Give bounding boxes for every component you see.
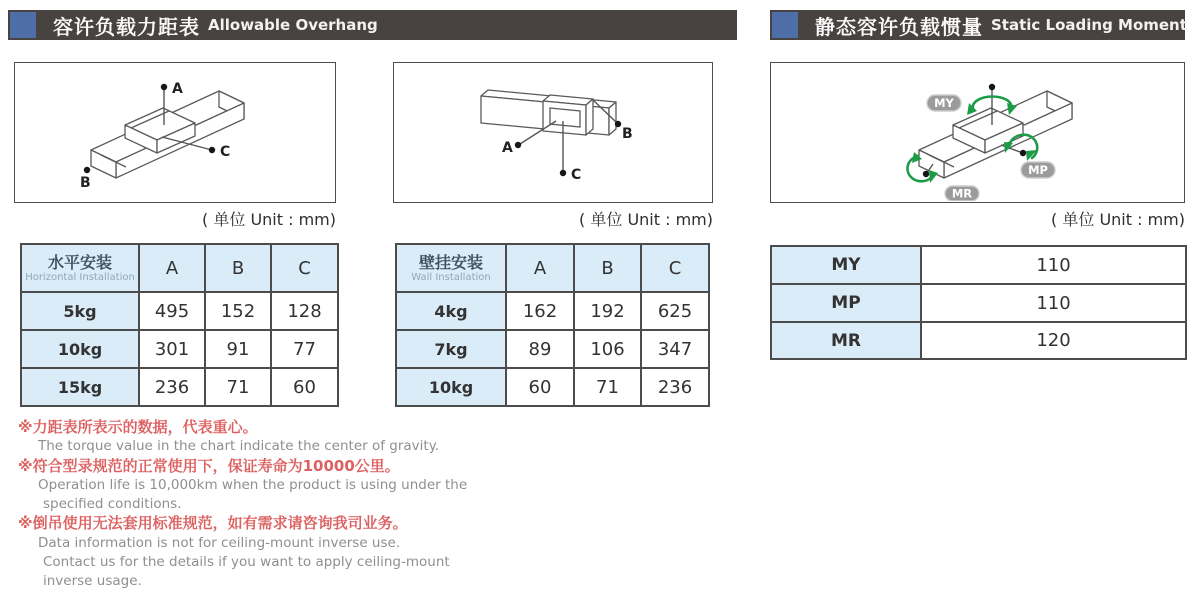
column-header-b: B: [205, 244, 271, 292]
value-cell: 625: [641, 292, 709, 330]
note-en: Contact us for the details if you want to apply ceiling-mount: [43, 554, 450, 571]
value-cell: 236: [641, 368, 709, 406]
note-en: Data information is not for ceiling-mount inverse use.: [38, 534, 401, 551]
table-row: [21, 330, 338, 368]
load-cell: 15kg: [21, 368, 139, 406]
value-cell: 301: [139, 330, 205, 368]
mr-badge-label: MR: [951, 186, 973, 201]
horizontal-installation-drawing: [15, 63, 334, 201]
my-axis-marker: [989, 84, 995, 90]
header-accent-square-icon: [10, 12, 36, 38]
moment-label-cell: MP: [771, 284, 921, 322]
diagram-static-loading-moment: [770, 62, 1185, 203]
note-en: Operation life is 10,000km when the product is using under the: [38, 476, 468, 493]
header-accent-square-icon: [772, 12, 798, 38]
point-b-label: B: [622, 126, 633, 142]
point-a-marker: [161, 84, 167, 90]
note-cn: ※力距表所表示的数据，代表重心。: [18, 418, 258, 436]
column-header-c: C: [271, 244, 338, 292]
section-title-cn: 容许负载力距表: [53, 14, 200, 39]
unit-label: ( 单位 Unit : mm): [579, 210, 713, 229]
wall-installation-table: [395, 243, 710, 407]
value-cell: 110: [921, 284, 1186, 322]
diagram-horizontal-installation: [14, 62, 336, 203]
table-row: [396, 330, 709, 368]
point-c-marker: [560, 170, 566, 176]
table-row: [396, 368, 709, 406]
value-cell: 110: [921, 246, 1186, 284]
note-en: The torque value in the chart indicate the center of gravity.: [38, 438, 440, 455]
value-cell: 77: [271, 330, 338, 368]
load-cell: 4kg: [396, 292, 506, 330]
my-badge-label: MY: [934, 96, 954, 110]
value-cell: 192: [574, 292, 641, 330]
value-cell: 60: [271, 368, 338, 406]
horizontal-installation-table: [20, 243, 339, 407]
value-cell: 60: [506, 368, 574, 406]
value-cell: 91: [205, 330, 271, 368]
value-cell: 495: [139, 292, 205, 330]
load-cell: 7kg: [396, 330, 506, 368]
section-title-en: Static Loading Moment: [991, 16, 1187, 34]
moment-label-cell: MY: [771, 246, 921, 284]
point-b-label: B: [80, 175, 91, 191]
table-header-cell: [396, 244, 506, 292]
mp-axis-marker: [1020, 150, 1026, 156]
point-a-label: A: [502, 140, 513, 156]
point-a-marker: [515, 142, 521, 148]
table-header-row: [396, 244, 709, 292]
table-row: [771, 284, 1186, 322]
table-row: [396, 292, 709, 330]
static-moment-drawing: [771, 63, 1183, 201]
value-cell: 128: [271, 292, 338, 330]
point-a-label: A: [172, 81, 183, 97]
value-cell: 162: [506, 292, 574, 330]
load-cell: 5kg: [21, 292, 139, 330]
mp-badge-label: MP: [1028, 163, 1048, 177]
diagram-wall-installation: [393, 62, 713, 203]
table-header-row: [21, 244, 338, 292]
value-cell: 71: [205, 368, 271, 406]
section-header-static-loading-moment: [770, 10, 1185, 40]
value-cell: 71: [574, 368, 641, 406]
point-c-label: C: [220, 144, 231, 160]
point-b-marker: [615, 121, 621, 127]
column-header-b: B: [574, 244, 641, 292]
footnotes: [18, 418, 488, 592]
value-cell: 89: [506, 330, 574, 368]
header-cn: 壁挂安装: [418, 252, 483, 272]
point-c-label: C: [571, 167, 582, 183]
header-en: Wall Installation: [411, 271, 491, 283]
note-en: inverse usage.: [43, 573, 142, 590]
section-header-allowable-overhang: [8, 10, 737, 40]
section-title-cn: 静态容许负载惯量: [815, 14, 983, 39]
load-cell: 10kg: [21, 330, 139, 368]
column-header-a: A: [506, 244, 574, 292]
point-c-marker: [209, 147, 215, 153]
column-header-c: C: [641, 244, 709, 292]
table-row: [771, 322, 1186, 359]
unit-label: ( 单位 Unit : mm): [1051, 210, 1185, 229]
value-cell: 152: [205, 292, 271, 330]
table-row: [21, 368, 338, 406]
load-cell: 10kg: [396, 368, 506, 406]
value-cell: 347: [641, 330, 709, 368]
note-cn: ※符合型录规范的正常使用下，保证寿命为10000公里。: [18, 456, 400, 475]
mr-axis-marker: [923, 171, 929, 177]
value-cell: 106: [574, 330, 641, 368]
point-b-marker: [84, 167, 90, 173]
unit-label: ( 单位 Unit : mm): [202, 210, 336, 229]
header-en: Horizontal Installation: [25, 271, 135, 283]
column-header-a: A: [139, 244, 205, 292]
value-cell: 236: [139, 368, 205, 406]
table-row: [21, 292, 338, 330]
static-moment-table: [770, 245, 1187, 360]
moment-label-cell: MR: [771, 322, 921, 359]
header-cn: 水平安装: [47, 252, 112, 272]
note-cn: ※倒吊使用无法套用标准规范，如有需求请咨询我司业务。: [18, 514, 408, 533]
section-title-en: Allowable Overhang: [208, 16, 378, 34]
note-en: specified conditions.: [43, 496, 182, 513]
value-cell: 120: [921, 322, 1186, 359]
carriage-side-face: [586, 99, 593, 135]
wall-installation-drawing: [394, 63, 711, 201]
table-header-cell: [21, 244, 139, 292]
table-row: [771, 246, 1186, 284]
